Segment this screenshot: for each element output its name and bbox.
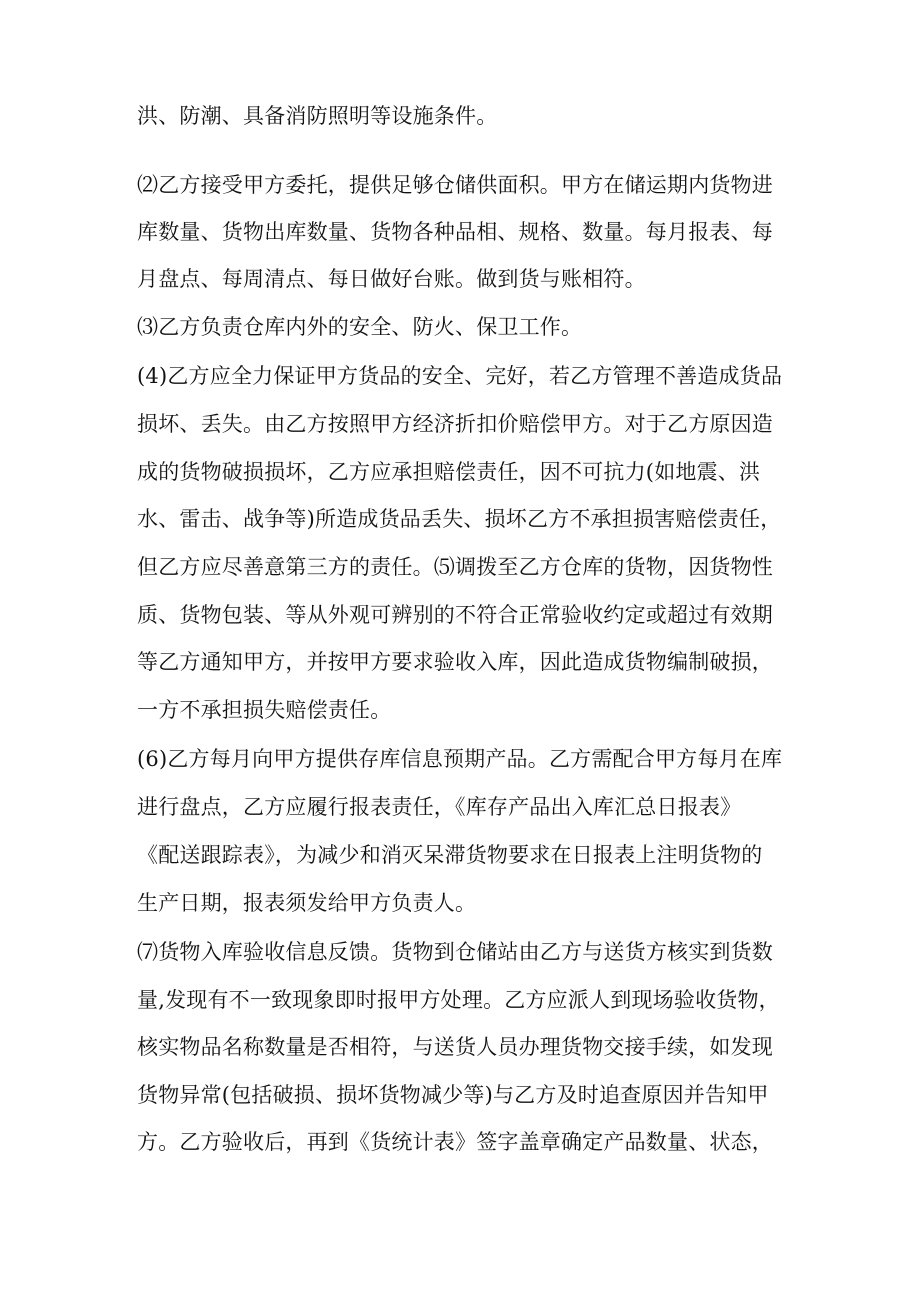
text-line: 一方不承担损失赔偿责任。 [137, 698, 392, 722]
text-line: (4)乙方应全力保证甲方货品的安全、完好，若乙方管理不善造成货品 [137, 364, 783, 388]
text-line: 洪、防潮、具备消防照明等设施条件。 [137, 104, 498, 128]
text-line: 量,发现有不一致现象即时报甲方处理。乙方应派人到现场验收货物， [137, 988, 780, 1012]
text-line: 但乙方应尽善意第三方的责任。⑸调拨至乙方仓库的货物，因货物性 [137, 555, 773, 579]
text-line: ⑺货物入库验收信息反馈。货物到仓储站由乙方与送货方核实到货数 [137, 940, 773, 964]
text-line: 核实物品名称数量是否相符，与送货人员办理货物交接手续，如发现 [137, 1035, 773, 1059]
text-line: ⑶乙方负责仓库内外的安全、防火、保卫工作。 [137, 315, 583, 339]
text-line: 货物异常(包括破损、损坏货物减少等)与乙方及时追查原因并告知甲 [137, 1083, 769, 1107]
text-line: (6)乙方每月向甲方提供存库信息预期产品。乙方需配合甲方每月在库 [137, 747, 783, 771]
text-line: 月盘点、每周清点、每日做好台账。做到货与账相符。 [137, 267, 646, 291]
text-line: 进行盘点，乙方应履行报表责任，《库存产品出入库汇总日报表》 [137, 795, 742, 819]
text-line: 方。乙方验收后，再到《货统计表》签字盖章确定产品数量、状态， [137, 1130, 773, 1154]
text-line: 水、雷击、战争等)所造成货品丢失、损坏乙方不承担损害赔偿责任， [137, 507, 782, 531]
text-line: ⑵乙方接受甲方委托，提供足够仓储供面积。甲方在储运期内货物进 [137, 173, 773, 197]
text-line: 《配送跟踪表》，为减少和消灭呆滞货物要求在日报表上注明货物的 [137, 843, 763, 867]
text-line: 成的货物破损损坏，乙方应承担赔偿责任，因不可抗力(如地震、洪 [137, 460, 761, 484]
text-line: 生产日期，报表须发给甲方负责人。 [137, 891, 477, 915]
text-line: 质、货物包装、等从外观可辨别的不符合正常验收约定或超过有效期 [137, 603, 773, 627]
text-line: 等乙方通知甲方，并按甲方要求验收入库，因此造成货物编制破损， [137, 650, 773, 674]
text-line: 损坏、丢失。由乙方按照甲方经济折扣价赔偿甲方。对于乙方原因造 [137, 412, 773, 436]
text-line: 库数量、货物出库数量、货物各种品相、规格、数量。每月报表、每 [137, 220, 773, 244]
